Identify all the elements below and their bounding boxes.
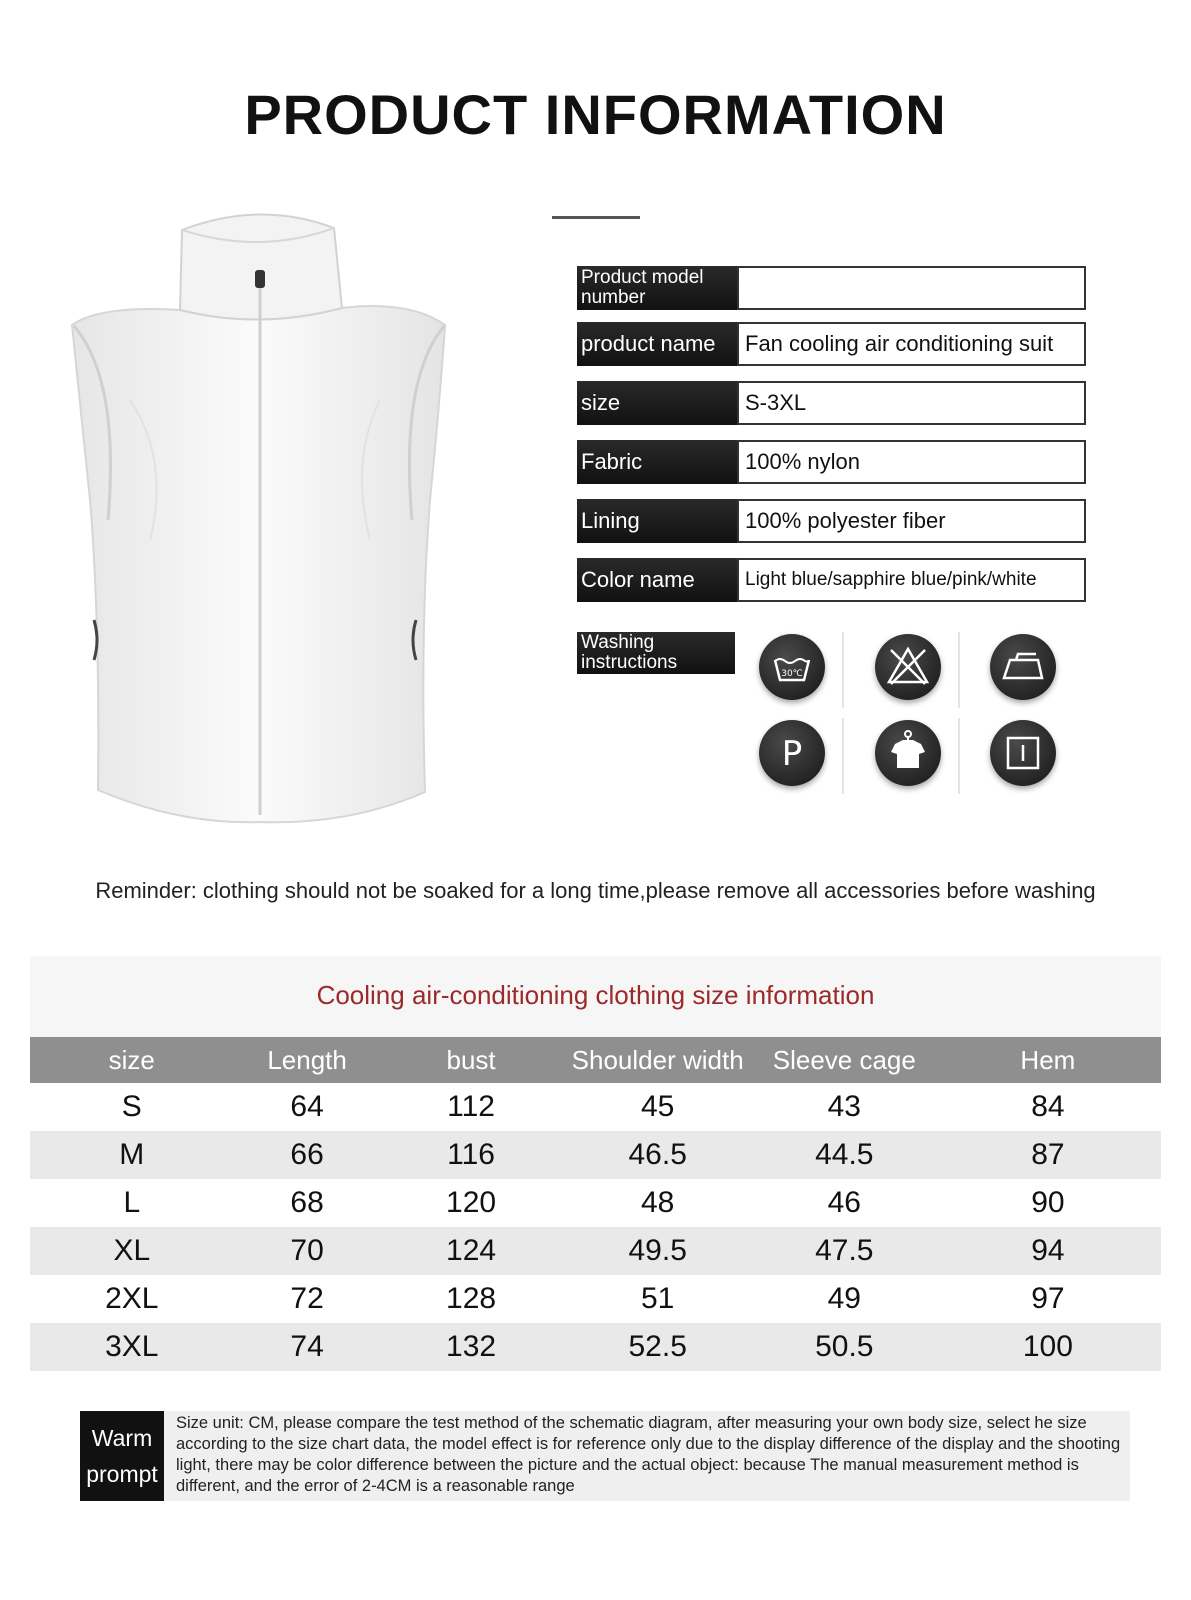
spec-value	[737, 266, 1086, 310]
table-cell: 3XL	[30, 1323, 234, 1371]
table-cell: 120	[381, 1179, 562, 1227]
table-row	[30, 1323, 1161, 1371]
table-cell: 47.5	[754, 1227, 935, 1275]
table-cell: 100	[935, 1323, 1161, 1371]
column-header: size	[30, 1037, 234, 1083]
spec-value: 100% nylon	[737, 440, 1086, 484]
divider	[842, 632, 844, 708]
spec-label: product name	[577, 322, 737, 366]
spec-label: Color name	[577, 558, 737, 602]
table-cell: 45	[562, 1083, 754, 1131]
spec-row-size	[577, 381, 1086, 425]
table-cell: 48	[562, 1179, 754, 1227]
table-cell: 49.5	[562, 1227, 754, 1275]
table-row	[30, 1275, 1161, 1323]
table-cell: 46	[754, 1179, 935, 1227]
table-cell: 97	[935, 1275, 1161, 1323]
table-row	[30, 1227, 1161, 1275]
spec-row-fabric	[577, 440, 1086, 484]
table-cell: 72	[234, 1275, 381, 1323]
tumble-dry-icon	[990, 720, 1056, 786]
table-cell: 51	[562, 1275, 754, 1323]
column-header: Shoulder width	[562, 1037, 754, 1083]
table-row	[30, 1131, 1161, 1179]
divider	[842, 718, 844, 794]
size-chart-caption: Cooling air-conditioning clothing size information	[316, 980, 875, 1010]
spec-row-model	[577, 266, 1086, 310]
warm-prompt-text: Size unit: CM, please compare the test method of the schematic diagram, after measuring your own body size, select he size according to the size chart data, the model effect is for reference only due to the display difference of the display and the shooting light, there may be color difference between the picture and the actual object: because The manual measurement method is different, and the error of 2-4CM is a reasonable range	[176, 1414, 1121, 1495]
table-cell: 112	[381, 1083, 562, 1131]
spec-row-lining	[577, 499, 1086, 543]
table-cell: 46.5	[562, 1131, 754, 1179]
table-cell: 64	[234, 1083, 381, 1131]
iron-icon	[990, 634, 1056, 700]
table-cell: L	[30, 1179, 234, 1227]
table-cell: S	[30, 1083, 234, 1131]
column-header: Hem	[935, 1037, 1161, 1083]
table-cell: 128	[381, 1275, 562, 1323]
divider	[958, 632, 960, 708]
warm-label-line1: Warm	[91, 1425, 153, 1451]
white-vest-image	[60, 200, 460, 840]
table-row	[30, 1083, 1161, 1131]
hang-dry-shirt-icon	[875, 720, 941, 786]
spec-value: S-3XL	[737, 381, 1086, 425]
table-cell: 43	[754, 1083, 935, 1131]
dryclean-letter: P	[781, 734, 803, 774]
spec-label: size	[577, 381, 737, 425]
washing-instructions-label: Washing instructions	[577, 632, 735, 674]
spec-row-product-name	[577, 322, 1086, 366]
table-cell: 2XL	[30, 1275, 234, 1323]
column-header: Sleeve cage	[754, 1037, 935, 1083]
table-cell: 90	[935, 1179, 1161, 1227]
table-cell: 116	[381, 1131, 562, 1179]
warm-prompt-label	[80, 1411, 164, 1501]
table-cell: 70	[234, 1227, 381, 1275]
title-underline	[552, 216, 640, 219]
wash-30c-icon	[759, 634, 825, 700]
column-header: bust	[381, 1037, 562, 1083]
table-cell: 87	[935, 1131, 1161, 1179]
table-cell: 49	[754, 1275, 935, 1323]
no-bleach-icon	[875, 634, 941, 700]
table-cell: 52.5	[562, 1323, 754, 1371]
spec-label: Product model number	[577, 266, 737, 310]
spec-row-color	[577, 558, 1086, 602]
divider	[958, 718, 960, 794]
table-cell: 74	[234, 1323, 381, 1371]
table-cell: XL	[30, 1227, 234, 1275]
table-cell: 50.5	[754, 1323, 935, 1371]
table-cell: 68	[234, 1179, 381, 1227]
spec-label: Lining	[577, 499, 737, 543]
spec-label: Fabric	[577, 440, 737, 484]
spec-value: Light blue/sapphire blue/pink/white	[737, 558, 1086, 602]
wash-temp-label: 30℃	[781, 669, 803, 679]
table-cell: 94	[935, 1227, 1161, 1275]
warm-label-line2: prompt	[86, 1461, 158, 1487]
professional-dry-clean-p-icon	[759, 720, 825, 786]
page-title: PRODUCT INFORMATION	[244, 83, 947, 146]
spec-value: Fan cooling air conditioning suit	[737, 322, 1086, 366]
table-cell: 84	[935, 1083, 1161, 1131]
table-cell: 124	[381, 1227, 562, 1275]
table-cell: 132	[381, 1323, 562, 1371]
column-header: Length	[234, 1037, 381, 1083]
table-header-row	[30, 1037, 1161, 1083]
table-row	[30, 1179, 1161, 1227]
table-cell: M	[30, 1131, 234, 1179]
table-cell: 44.5	[754, 1131, 935, 1179]
table-cell: 66	[234, 1131, 381, 1179]
spec-value: 100% polyester fiber	[737, 499, 1086, 543]
size-table	[30, 1037, 1161, 1371]
care-reminder: Reminder: clothing should not be soaked for a long time,please remove all accessories before washing	[95, 878, 1096, 903]
